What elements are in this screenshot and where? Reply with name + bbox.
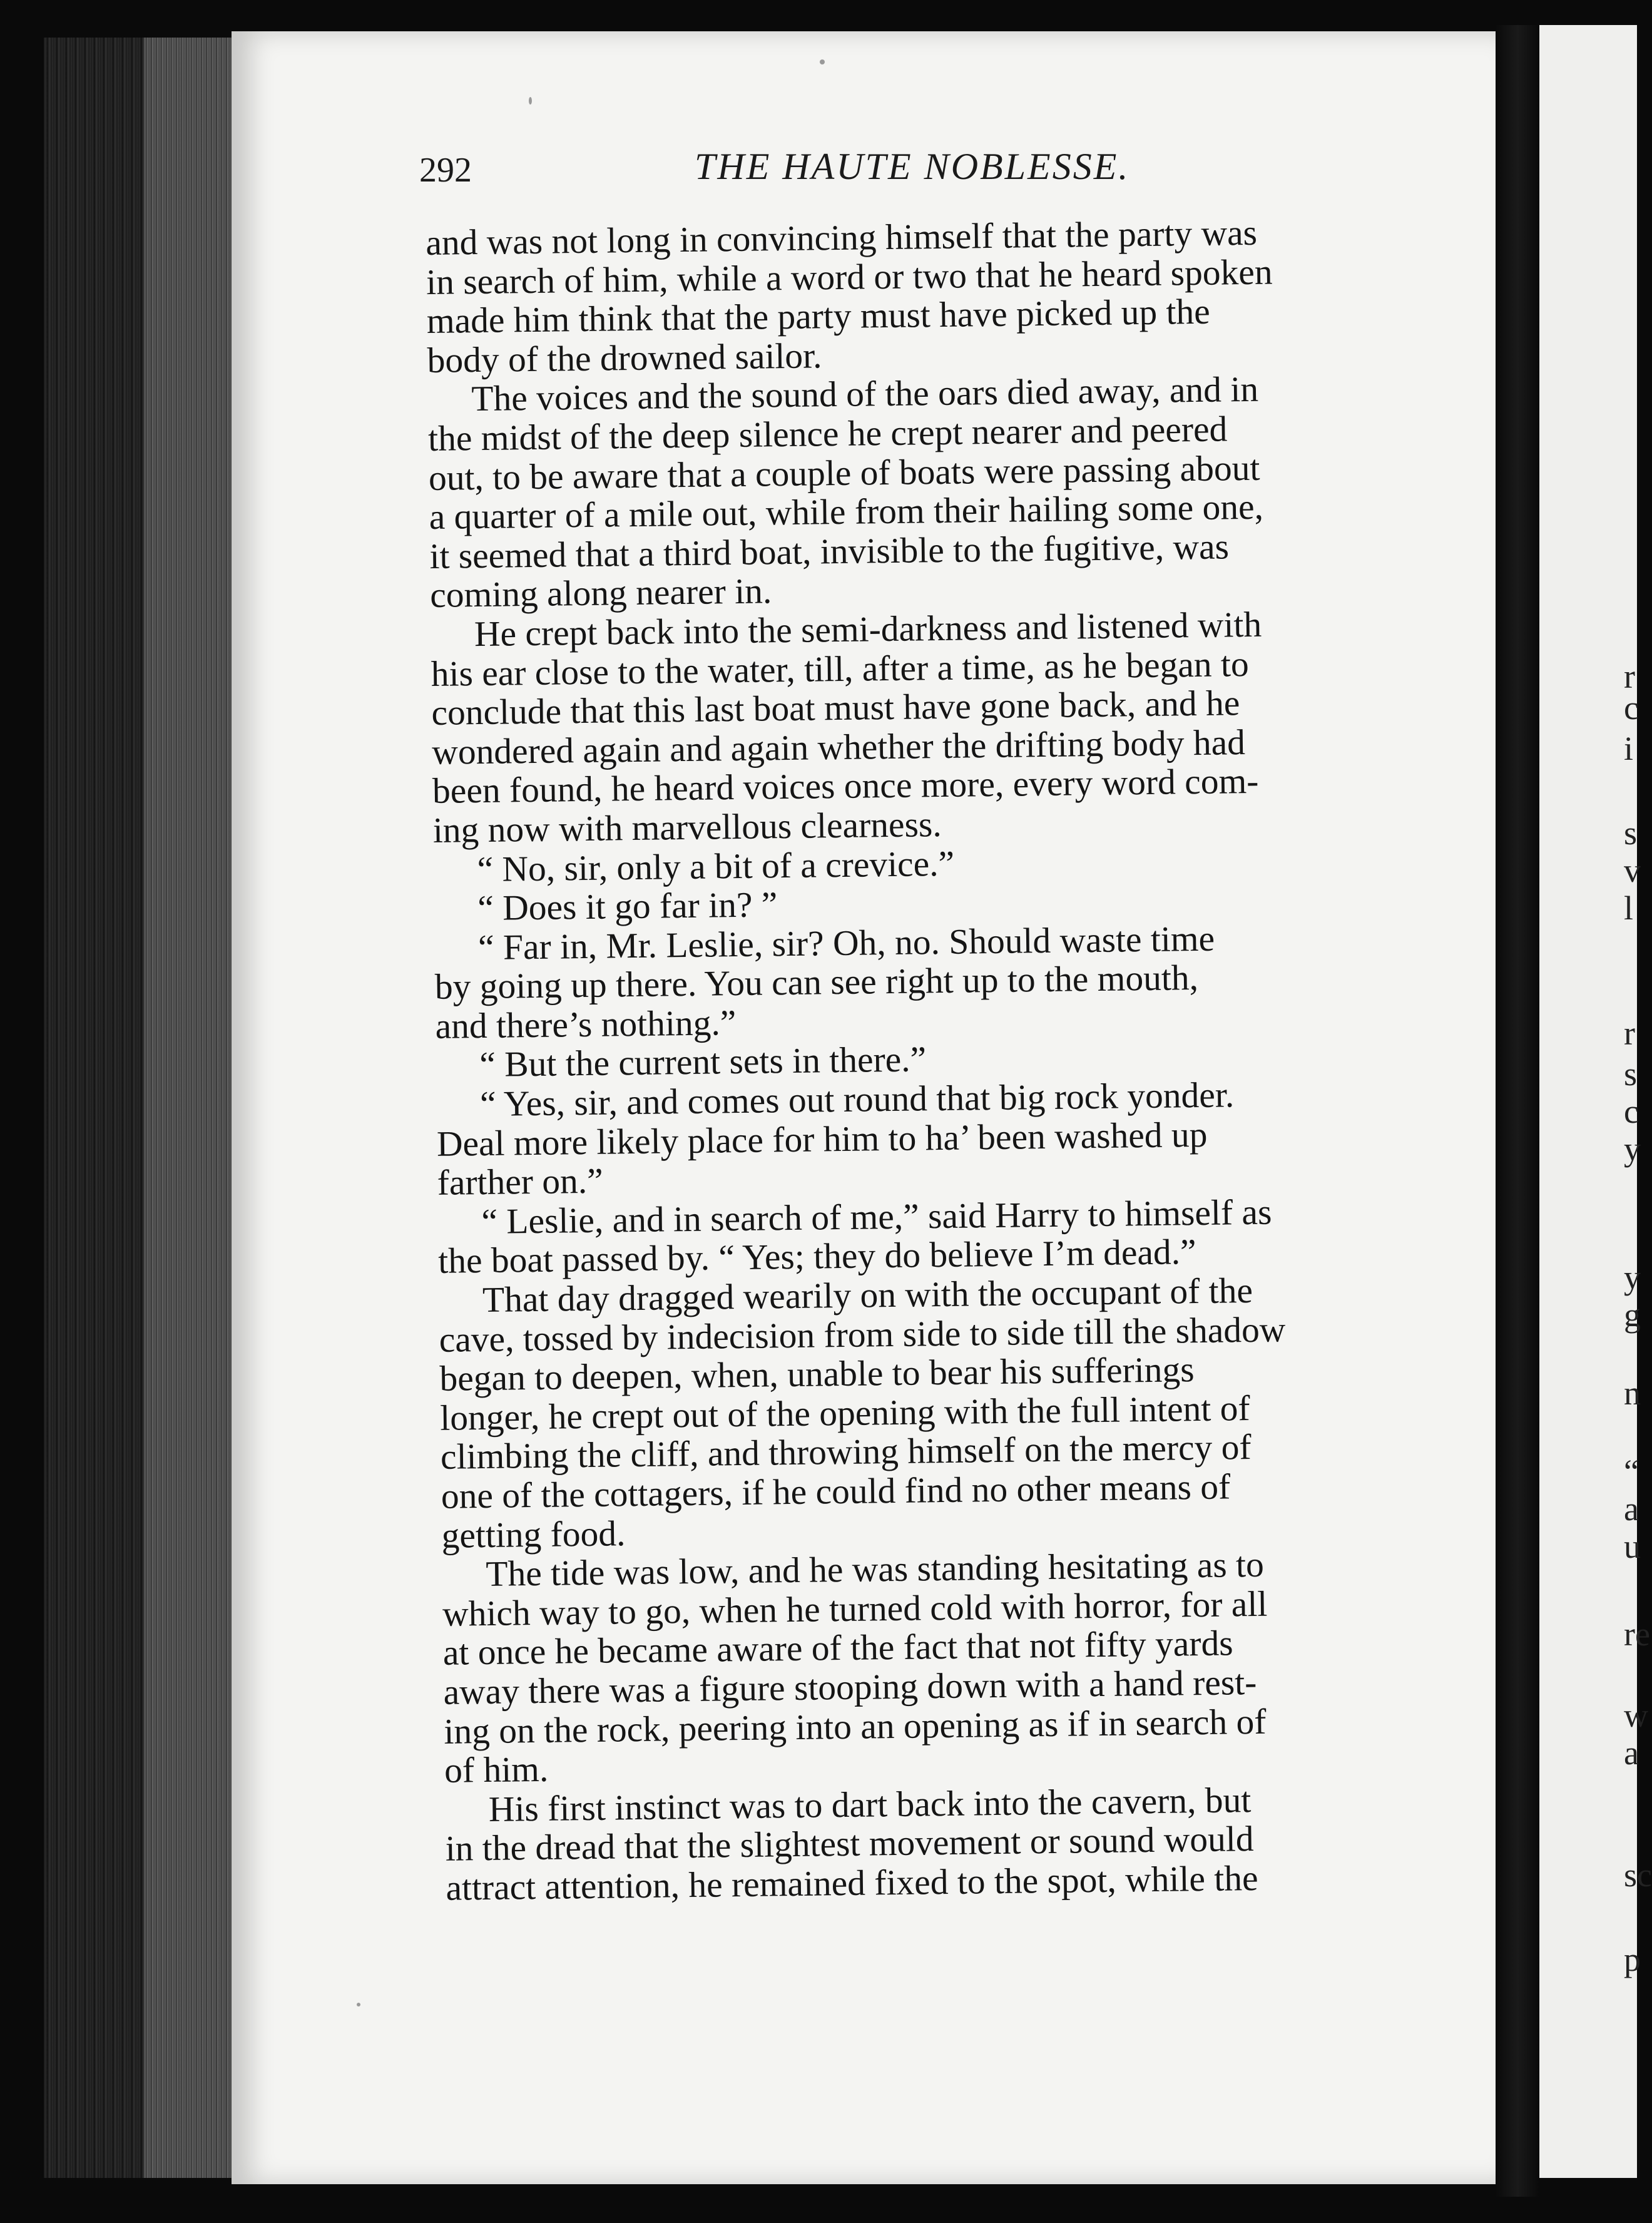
- text-line: His first instinct was to dart back into the cavern, but: [488, 1780, 1252, 1829]
- text-line: in search of him, while a word or two that he heard spoken: [426, 252, 1273, 302]
- right-page-fragment: a: [1624, 1490, 1639, 1528]
- text-line: climbing the cliff, and throwing himself on the mercy of: [440, 1428, 1252, 1478]
- text-line: away there was a figure stooping down with a hand rest-: [443, 1662, 1257, 1712]
- right-page-fragment: r: [1624, 1014, 1635, 1052]
- scan-dust-speck: [820, 59, 825, 64]
- right-page-fragment: s: [1624, 1055, 1638, 1093]
- right-page-fragment: i: [1624, 730, 1634, 767]
- text-line: attract attention, he remained fixed to the spot, while the: [446, 1858, 1258, 1908]
- text-line: at once he became aware of the fact that not fifty yards: [442, 1623, 1233, 1674]
- running-header: [419, 146, 1483, 200]
- text-line: a quarter of a mile out, while from their hailing some one,: [429, 487, 1264, 538]
- text-line: farther on.”: [437, 1161, 604, 1203]
- text-line: of him.: [444, 1749, 549, 1791]
- text-line: one of the cottagers, if he could find no other means of: [441, 1467, 1231, 1516]
- right-page-fragment: p: [1624, 1941, 1641, 1978]
- text-line: cave, tossed by indecision from side to side till the shadow: [439, 1309, 1286, 1360]
- text-line: He crept back into the semi-darkness and listened with: [474, 605, 1262, 655]
- text-line: conclude that this last boat must have gone back, and he: [431, 683, 1240, 733]
- right-page-fragment: s: [1624, 814, 1638, 852]
- text-line: began to deepen, when, unable to bear his sufferings: [439, 1350, 1195, 1399]
- right-page-fragment: “: [1624, 1453, 1639, 1490]
- right-page-fragment: l: [1624, 889, 1634, 927]
- text-line: longer, he crept out of the opening with the full intent of: [439, 1388, 1250, 1438]
- scan-dust-speck: [529, 97, 532, 105]
- text-line: coming along nearer in.: [429, 571, 772, 616]
- book-gutter: [1496, 25, 1539, 2197]
- text-line: ing now with marvellous clearness.: [432, 804, 942, 851]
- text-line: “ Leslie, and in search of me,” said Harry to himself as: [481, 1192, 1272, 1242]
- body-text: [426, 212, 1460, 1908]
- text-line: The voices and the sound of the oars died away, and in: [471, 370, 1259, 419]
- text-line: body of the drowned sailor.: [427, 336, 822, 381]
- text-line: Deal more likely place for him to ha’ been washed up: [436, 1115, 1208, 1164]
- text-line: “ No, sir, only a bit of a crevice.”: [477, 844, 955, 889]
- right-page-fragment: u: [1624, 1528, 1641, 1565]
- text-line: been found, he heard voices once more, every word com-: [432, 762, 1259, 812]
- text-line: and was not long in convincing himself that the party was: [425, 213, 1258, 263]
- scan-dust-speck: [357, 2003, 360, 2006]
- text-line: The tide was low, and he was standing hesitating as to: [485, 1545, 1265, 1595]
- text-line: in the dread that the slightest movement or sound would: [445, 1819, 1254, 1869]
- text-line: the midst of the deep silence he crept nearer and peered: [427, 409, 1228, 459]
- text-line: “ Yes, sir, and comes out round that big rock yonder.: [479, 1075, 1235, 1125]
- text-line: made him think that the party must have picked up the: [426, 292, 1211, 342]
- right-page-fragment: y: [1624, 1130, 1641, 1168]
- text-line: it seemed that a third boat, invisible to the fugitive, was: [429, 527, 1230, 576]
- page-number: 292: [419, 151, 472, 190]
- text-line: the boat passed by. “ Yes; they do believe I’m dead.”: [437, 1232, 1196, 1282]
- right-page-fragment: w: [1624, 1697, 1648, 1734]
- text-line: and there’s nothing.”: [435, 1003, 737, 1046]
- text-line: which way to go, when he turned cold with horror, for all: [442, 1584, 1268, 1634]
- page-edges-stack: [144, 38, 232, 2178]
- right-page-fragment: c: [1624, 689, 1639, 727]
- text-line: his ear close to the water, till, after a time, as he began to: [431, 644, 1249, 694]
- text-line: by going up there. You can see right up to the mouth,: [434, 958, 1199, 1008]
- text-line: wondered again and again whether the drifting body had: [431, 722, 1246, 772]
- text-line: “ Far in, Mr. Leslie, sir? Oh, no. Should waste time: [477, 919, 1215, 968]
- text-line: ing on the rock, peering into an opening as if in search of: [444, 1702, 1267, 1752]
- text-line: getting food.: [441, 1513, 626, 1556]
- right-page-fragment: c: [1624, 1093, 1639, 1130]
- right-page-fragment: a: [1624, 1734, 1639, 1772]
- right-page-fragment: y: [1624, 1259, 1641, 1296]
- right-page-fragment: sc: [1624, 1856, 1652, 1894]
- running-title: THE HAUTE NOBLESSE.: [695, 146, 1130, 187]
- right-page-fragment: re: [1624, 1615, 1650, 1653]
- text-line: “ Does it go far in? ”: [477, 885, 778, 929]
- right-page-fragment: n: [1624, 1374, 1641, 1412]
- text-line: “ But the current sets in there.”: [479, 1040, 927, 1085]
- book-page-right-edge: [1539, 25, 1637, 2178]
- right-page-fragment: g: [1624, 1296, 1641, 1334]
- right-page-fragment: r: [1624, 658, 1635, 695]
- right-page-fragment: v: [1624, 852, 1641, 889]
- text-line: out, to be aware that a couple of boats were passing about: [428, 448, 1260, 498]
- text-line: That day dragged wearily on with the occupant of the: [482, 1271, 1253, 1321]
